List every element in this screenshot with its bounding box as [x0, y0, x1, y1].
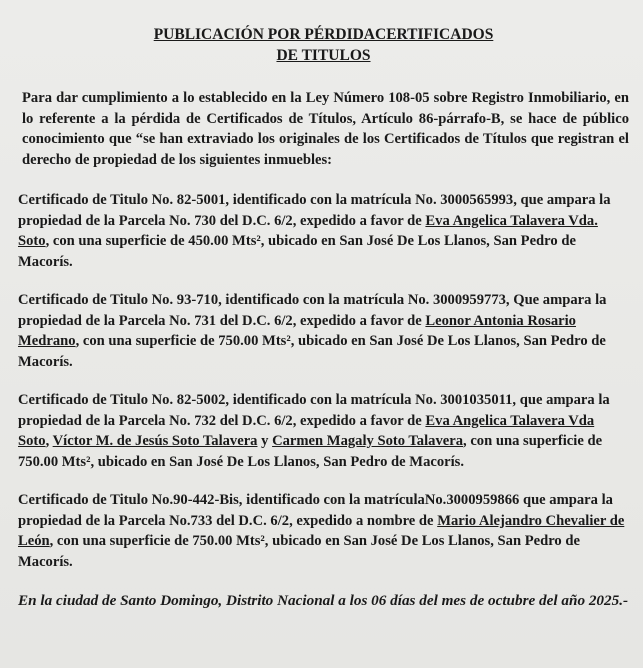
- certificate-3-text: Certificado de Titulo No. 82-5002, identificado con la matrícula No. 3001035011, que ampara la propiedad de la Parcela No. 732 del D.C. 6/2, expedido a favor de: [18, 392, 610, 429]
- certificate-3-details: , con una superficie de 750.00 Mts², ubicado en San José De Los Llanos, San Pedro de Macorís.: [18, 433, 603, 470]
- certificate-4-owner: Mario Alejandro Chevalier de León: [18, 512, 625, 549]
- title-line-2: DE TITULOS: [276, 47, 371, 64]
- closing-statement: En la ciudad de Santo Domingo, Distrito Nacional a los 06 días del mes de octubre del año 2025.-: [18, 592, 629, 609]
- intro-paragraph: Para dar cumplimiento a lo establecido en la Ley Número 108-05 sobre Registro Inmobiliario, en lo referente a la pérdida de Certificados de Títulos, Artículo 86-párrafo-B, se hace de público conocimiento que “se han extraviado los originales de los Certificados de Títulos que registran el derecho de propiedad de los siguientes inmuebles:: [22, 90, 629, 168]
- certificate-paragraph-1: [18, 190, 629, 272]
- certificate-paragraph-4: [18, 490, 629, 572]
- certificate-2-text: Certificado de Titulo No. 93-710, identificado con la matrícula No. 3000959773, Que ampara la propiedad de la Parcela No. 731 del D.C. 6/2, expedido a favor de: [18, 292, 607, 329]
- certificate-2-owner: Leonor Antonia Rosario Medrano: [18, 312, 576, 349]
- certificate-3-owner-3: Carmen Magaly Soto Talavera: [272, 433, 464, 449]
- certificate-paragraph-2: [18, 290, 629, 372]
- certificate-4-details: , con una superficie de 750.00 Mts², ubicado en San José De Los Llanos, San Pedro de Macorís.: [18, 533, 580, 570]
- certificate-1-text: Certificado de Titulo No. 82-5001, identificado con la matrícula No. 3000565993, que ampara la propiedad de la Parcela No. 730 del D.C. 6/2, expedido a favor de: [18, 192, 611, 229]
- certificate-2-details: , con una superficie de 750.00 Mts², ubicado en San José De Los Llanos, San Pedro de Macorís.: [18, 333, 606, 370]
- certificate-3-owner: Eva Angelica Talavera Vda Soto: [18, 412, 595, 449]
- title-line-1: PUBLICACIÓN POR PÉRDIDACERTIFICADOS: [153, 26, 494, 43]
- certificate-3-owner-2: Víctor M. de Jesús Soto Talavera: [52, 433, 258, 449]
- notice-title: [18, 24, 629, 66]
- certificate-1-details: , con una superficie de 450.00 Mts², ubicado en San José De Los Llanos, San Pedro de Macorís.: [18, 233, 576, 270]
- certificate-1-owner: Eva Angelica Talavera Vda. Soto: [18, 212, 598, 249]
- certificate-4-text: Certificado de Titulo No.90-442-Bis, identificado con la matrículaNo.3000959866 que ampara la propiedad de la Parcela No.733 del D.C. 6/2, expedido a nombre de: [18, 492, 613, 529]
- certificate-3-separator-2: y: [257, 433, 273, 449]
- certificate-paragraph-3: [18, 390, 629, 472]
- certificate-3-separator-1: ,: [45, 433, 53, 449]
